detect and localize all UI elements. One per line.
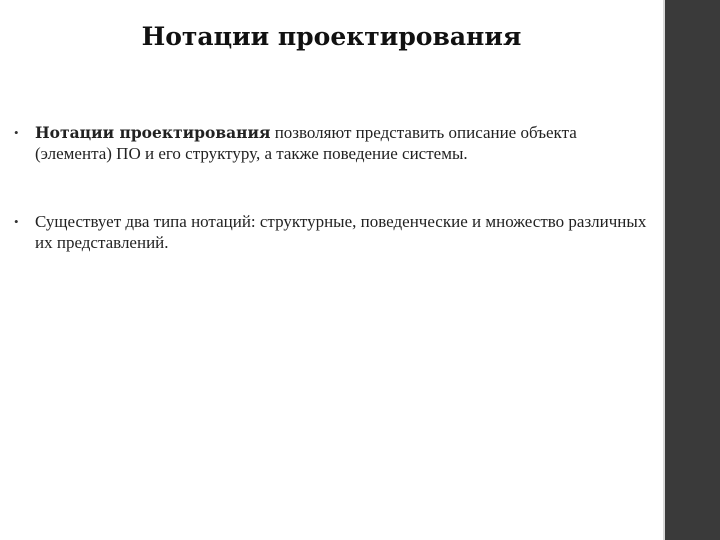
bullet-item: [14, 122, 654, 164]
bullet-marker: •: [14, 214, 19, 229]
slide-title: Нотации проектирования: [141, 22, 522, 51]
bullet-marker: •: [14, 125, 19, 140]
bullet-text: Существует два типа нотаций: структурные, поведенческие и множество различных их представлений.: [35, 212, 647, 252]
bullet-list: [14, 122, 654, 253]
bullet-text: позволяют представить описание объекта (элемента) ПО и его структуру, а также поведение системы.: [35, 123, 577, 163]
right-decorative-band: [663, 0, 720, 540]
bullet-bold-term: Нотации проектирования: [35, 123, 271, 142]
bullet-item: [14, 211, 654, 253]
